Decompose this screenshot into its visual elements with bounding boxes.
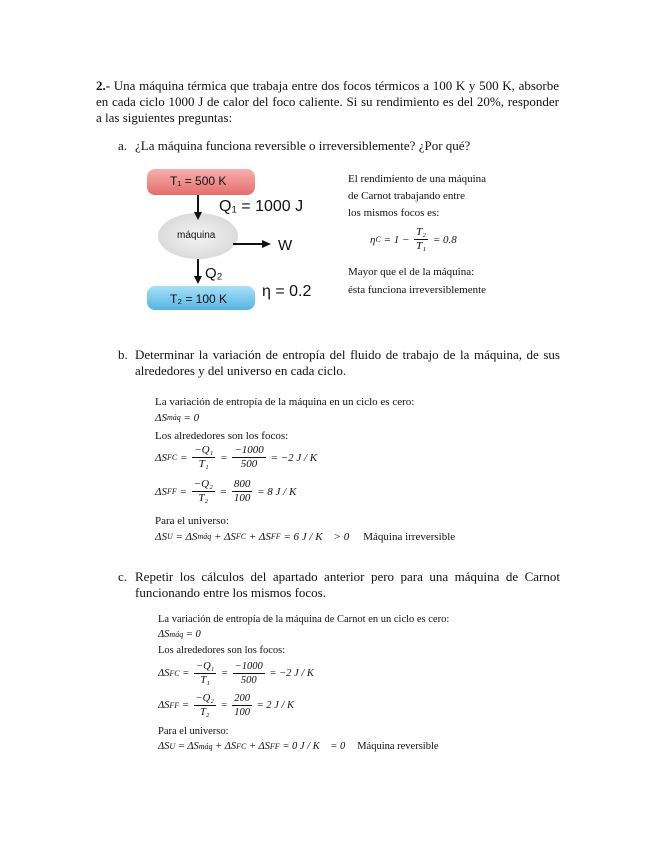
problem-text: Una máquina térmica que trabaja entre dos focos térmicos a 100 K y 500 K, absorbe en cada ciclo 1000 J de calor del foco caliente. Si su rendimiento es del 20%, responder a las siguientes preguntas: (96, 78, 559, 125)
eq-numerator: T₂ (416, 226, 427, 238)
b-eq4-r2: + ΔS (211, 531, 236, 543)
eq-mid: = 1 − (380, 233, 413, 246)
carnot-explanation (348, 172, 548, 220)
c-eq3-sub: FF (169, 701, 180, 710)
c-eq3-rhs: = 2 J / K (253, 700, 295, 711)
c-eq2-rhs: = −2 J / K (266, 668, 314, 679)
b-eq3-den1: T₂ (198, 492, 209, 504)
b-eq4-lhs: ΔS (155, 531, 167, 543)
b-eq1-sub: máq (166, 413, 181, 422)
eq-eta-sub: C (375, 234, 381, 244)
part-b-eq1 (155, 411, 199, 425)
part-a-question: ¿La máquina funciona reversible o irreversiblemente? ¿Por qué? (135, 138, 471, 153)
part-c-question: Repetir los cálculos del apartado anterior pero para una máquina de Carnot funcionando entre los mismos focos. (135, 569, 560, 600)
part-b-universe: Para el universo: (155, 515, 229, 527)
hot-temperature-label: T₁ = 500 K (170, 174, 227, 188)
c-eq3-den2: 100 (234, 707, 250, 718)
part-c-intro: La variación de entropía de la máquina de Carnot en un ciclo es cero: (158, 614, 450, 625)
c-eq3-num2: 200 (234, 693, 250, 704)
c-eq1-lhs: ΔS (158, 629, 170, 640)
conclusion-line-2: ésta funciona irreversiblemente (348, 284, 487, 296)
c-eq2-lhs: ΔS (158, 668, 170, 679)
explanation-line-2: de Carnot trabajando entre (348, 190, 465, 202)
b-eq2-sub: FC (166, 452, 178, 462)
c-eq4-lhs: ΔS (158, 741, 170, 752)
part-c-marker: c. (118, 569, 128, 584)
explanation-line-1: El rendimiento de una máquina (348, 173, 487, 185)
eq-rhs: = 0.8 (430, 233, 457, 246)
b-eq4-sub3: FC (235, 532, 247, 541)
b-eq3-rhs: = 8 J / K (254, 485, 297, 498)
carnot-efficiency-equation (370, 226, 457, 253)
part-c-eq2: ΔS FC = $\frac{\text{−Q₁}}{\text{T₁}}$ = $\frac{-1000}{500}$ = −2 J / K (158, 661, 314, 686)
b-eq1-lhs: ΔS (155, 412, 167, 424)
c-eq4-r4: = 0 J / K = 0 (279, 741, 346, 752)
c-eq4-note: Máquina reversible (357, 741, 439, 752)
b-eq4-sub: U (166, 532, 173, 541)
part-b-eq2: ΔS FC = $\frac{\text{−Q₁}}{\text{T₁}}$ = $\frac{-1000}{500}$ = −2 J / K (155, 444, 318, 470)
work-label: W (278, 237, 293, 254)
part-b-eq3: ΔS FF = $\frac{\text{−Q₂}}{\text{T₂}}$ = $\frac{800}{100}$ = 8 J / K (155, 478, 297, 504)
part-a-marker: a. (118, 138, 128, 153)
b-eq3-den2: 100 (233, 492, 251, 504)
eq-denominator: T₁ (416, 240, 427, 252)
b-eq4-r3: + ΔS (246, 531, 271, 543)
b-eq4-sub2: máq (197, 532, 212, 541)
b-eq4-r4: = 6 J / K > 0 (280, 531, 350, 543)
conclusion-line-1: Mayor que el de la máquina: (348, 266, 475, 278)
c-eq4-sub4: FF (269, 742, 280, 751)
c-eq3-num1: −Q₂ (195, 693, 214, 704)
part-c-eq4 (158, 740, 439, 753)
b-eq4-sub4: FF (270, 532, 281, 541)
b-eq1-rhs: = 0 (180, 412, 200, 424)
part-c-surroundings: Los alrededores son los focos: (158, 645, 286, 656)
c-eq1-sub: máq (169, 630, 184, 639)
b-eq3-sub: FF (166, 486, 177, 496)
b-eq2-num2: −1000 (234, 444, 264, 456)
cold-temperature-label: T₂ = 100 K (170, 292, 228, 306)
part-b-surroundings: Los alrededores son los focos: (155, 430, 289, 442)
c-eq1-rhs: = 0 (183, 629, 201, 640)
c-eq3-den1: T₂ (199, 707, 210, 718)
conclusion (348, 265, 548, 297)
machine-label: máquina (177, 230, 216, 241)
q2-label: Q₂ (205, 265, 223, 282)
part-c-universe: Para el universo: (158, 726, 229, 737)
problem-statement (96, 78, 559, 126)
c-eq2-sub: FC (169, 669, 180, 678)
c-eq4-r3: + ΔS (246, 741, 270, 752)
b-eq2-den1: T₁ (198, 458, 209, 470)
part-b-marker: b. (118, 347, 128, 362)
b-eq4-note: Máquina irreversible (363, 531, 456, 543)
c-eq2-num2: −1000 (234, 661, 263, 672)
b-eq3-num1: −Q₂ (193, 478, 213, 490)
b-eq2-den2: 500 (240, 458, 258, 470)
part-b-eq4 (155, 530, 455, 544)
part-b-question: Determinar la variación de entropía del fluido de trabajo de la máquina, de sus alrededores y del universo en cada ciclo. (135, 347, 560, 378)
c-eq4-sub2: máq (198, 742, 213, 751)
c-eq2-den1: T₁ (200, 675, 210, 686)
eq-eta: η (370, 233, 376, 246)
explanation-line-3: los mismos focos es: (348, 207, 440, 219)
c-eq4-r2: + ΔS (212, 741, 237, 752)
b-eq2-lhs: ΔS (155, 451, 167, 464)
part-c-eq1 (158, 628, 201, 641)
c-eq4-sub: U (169, 742, 176, 751)
part-b-intro: La variación de entropía de la máquina en un ciclo es cero: (155, 396, 415, 408)
b-eq3-num2: 800 (233, 478, 251, 490)
c-eq3-lhs: ΔS (158, 700, 170, 711)
efficiency-label: η = 0.2 (262, 283, 312, 300)
c-eq4-sub3: FC (236, 742, 247, 751)
b-eq2-num1: −Q₁ (194, 444, 214, 456)
problem-number: 2.- (96, 78, 111, 93)
c-eq2-den2: 500 (240, 675, 257, 686)
c-eq4-r1: = ΔS (175, 741, 199, 752)
eq-fraction (414, 226, 428, 253)
q1-label: Q₁ = 1000 J (219, 198, 304, 215)
c-eq2-num1: −Q₁ (196, 661, 215, 672)
b-eq4-r1: = ΔS (172, 531, 198, 543)
b-eq3-lhs: ΔS (155, 485, 167, 498)
b-eq2-rhs: = −2 J / K (267, 451, 318, 464)
part-c-eq3: ΔS FF = $\frac{\text{−Q₂}}{\text{T₂}}$ = $\frac{200}{100}$ = 2 J / K (158, 693, 295, 718)
